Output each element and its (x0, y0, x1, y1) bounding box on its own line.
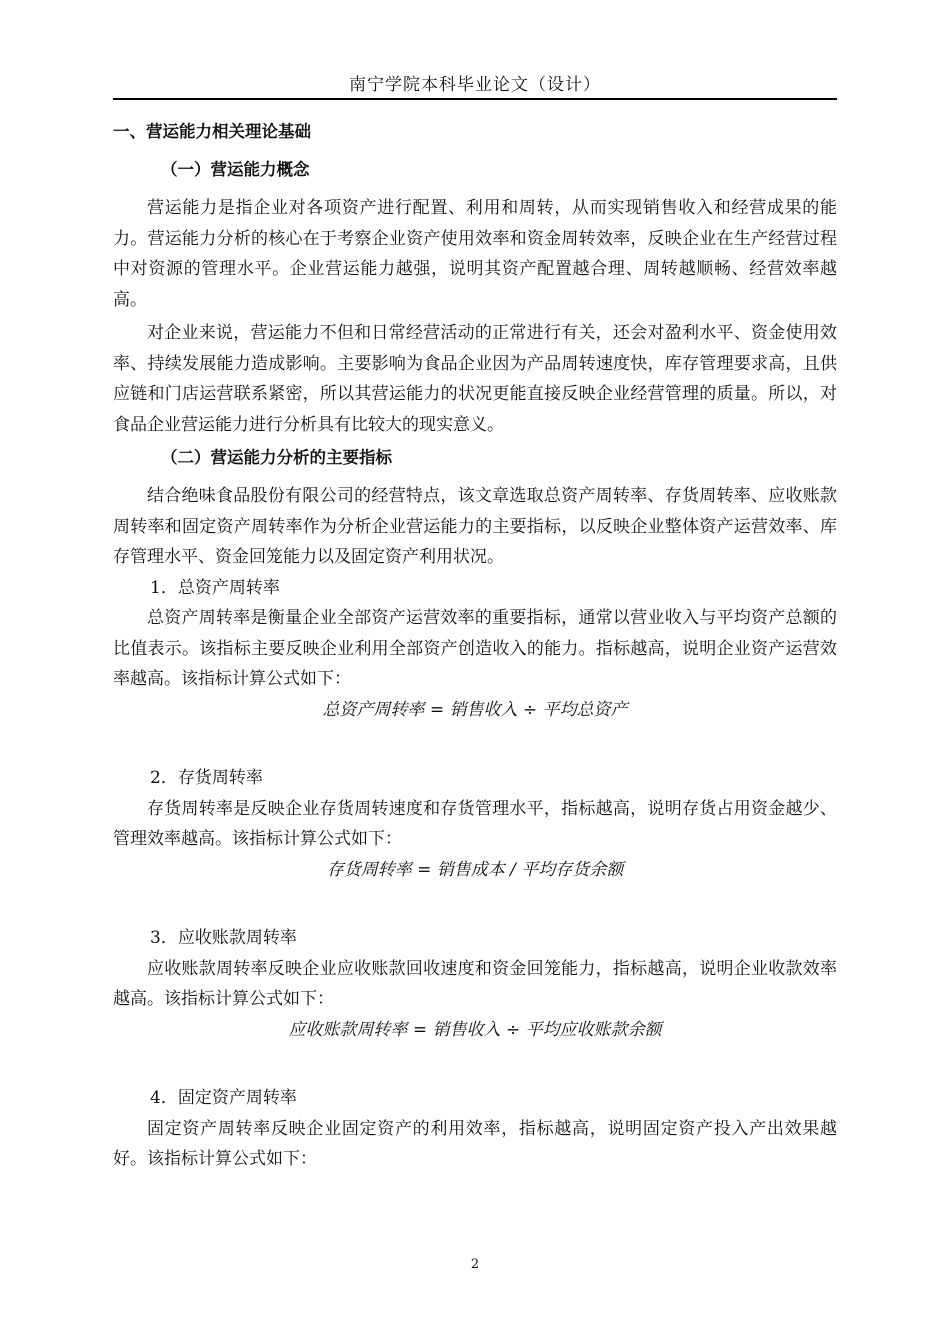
subsection-heading-indicators: （二）营运能力分析的主要指标 (161, 448, 392, 467)
paragraph-concept-2: 对企业来说，营运能力不但和日常经营活动的正常进行有关，还会对盈利水平、资金使用效率、持续发展能力造成影响。主要影响为食品企业因为产品周转速度快，库存管理要求高，且供应链和门店运营联系紧密，所以其营运能力的状况更能直接反映企业经营管理的质量。所以，对食品企业营运能力进行分析具有比较大的现实意义。 (113, 323, 837, 435)
formula-inventory: 存货周转率 = 销售成本 / 平均存货余额 (326, 859, 624, 880)
indicator-title-inventory: 2．存货周转率 (150, 768, 263, 788)
indicator-text-inventory: 存货周转率是反映企业存货周转速度和存货管理水平，指标越高，说明存货占用资金越少、管理效率越高。该指标计算公式如下： (113, 798, 837, 849)
formula-spacer (113, 1045, 837, 1083)
header-divider (113, 98, 837, 100)
indicator-text-receivables: 应收账款周转率反映企业应收账款回收速度和资金回笼能力，指标越高，说明企业收款效率越高。该指标计算公式如下： (113, 958, 837, 1009)
page-number: 2 (470, 1257, 480, 1272)
formula-total-asset: 总资产周转率 = 销售收入 ÷ 平均总资产 (322, 699, 628, 720)
section-heading: 一、营运能力相关理论基础 (113, 122, 311, 141)
formula-spacer (113, 885, 837, 923)
page-header-title: 南宁学院本科毕业论文（设计） (349, 75, 601, 95)
formula-spacer (113, 725, 837, 763)
document-body (113, 117, 837, 1175)
paragraph-concept-1: 营运能力是指企业对各项资产进行配置、利用和周转，从而实现销售收入和经营成果的能力。营运能力分析的核心在于考察企业资产使用效率和资金周转效率，反映企业在生产经营过程中对资源的管理水平。企业营运能力越强，说明其资产配置越合理、周转越顺畅、经营效率越高。 (113, 198, 837, 310)
subsection-heading-concept: （一）营运能力概念 (161, 160, 310, 179)
formula-receivables: 应收账款周转率 = 销售收入 ÷ 平均应收账款余额 (288, 1019, 662, 1040)
indicator-title-total-asset: 1．总资产周转率 (150, 577, 280, 598)
paragraph-indicators-intro: 结合绝味食品股份有限公司的经营特点，该文章选取总资产周转率、存货周转率、应收账款周转率和固定资产周转率作为分析企业营运能力的主要指标，以反映企业整体资产运营效率、库存管理水平、资金回笼能力以及固定资产利用状况。 (113, 486, 837, 567)
indicator-text-fixed-asset: 固定资产周转率反映企业固定资产的利用效率，指标越高，说明固定资产投入产出效果越好。该指标计算公式如下： (113, 1118, 837, 1169)
indicator-title-receivables: 3．应收账款周转率 (150, 928, 297, 948)
indicator-title-fixed-asset: 4．固定资产周转率 (150, 1088, 297, 1108)
indicator-text-total-asset: 总资产周转率是衡量企业全部资产运营效率的重要指标，通常以营业收入与平均资产总额的比值表示。该指标主要反映企业利用全部资产创造收入的能力。指标越高，说明企业资产运营效率越高。该指标计算公式如下： (113, 608, 837, 689)
